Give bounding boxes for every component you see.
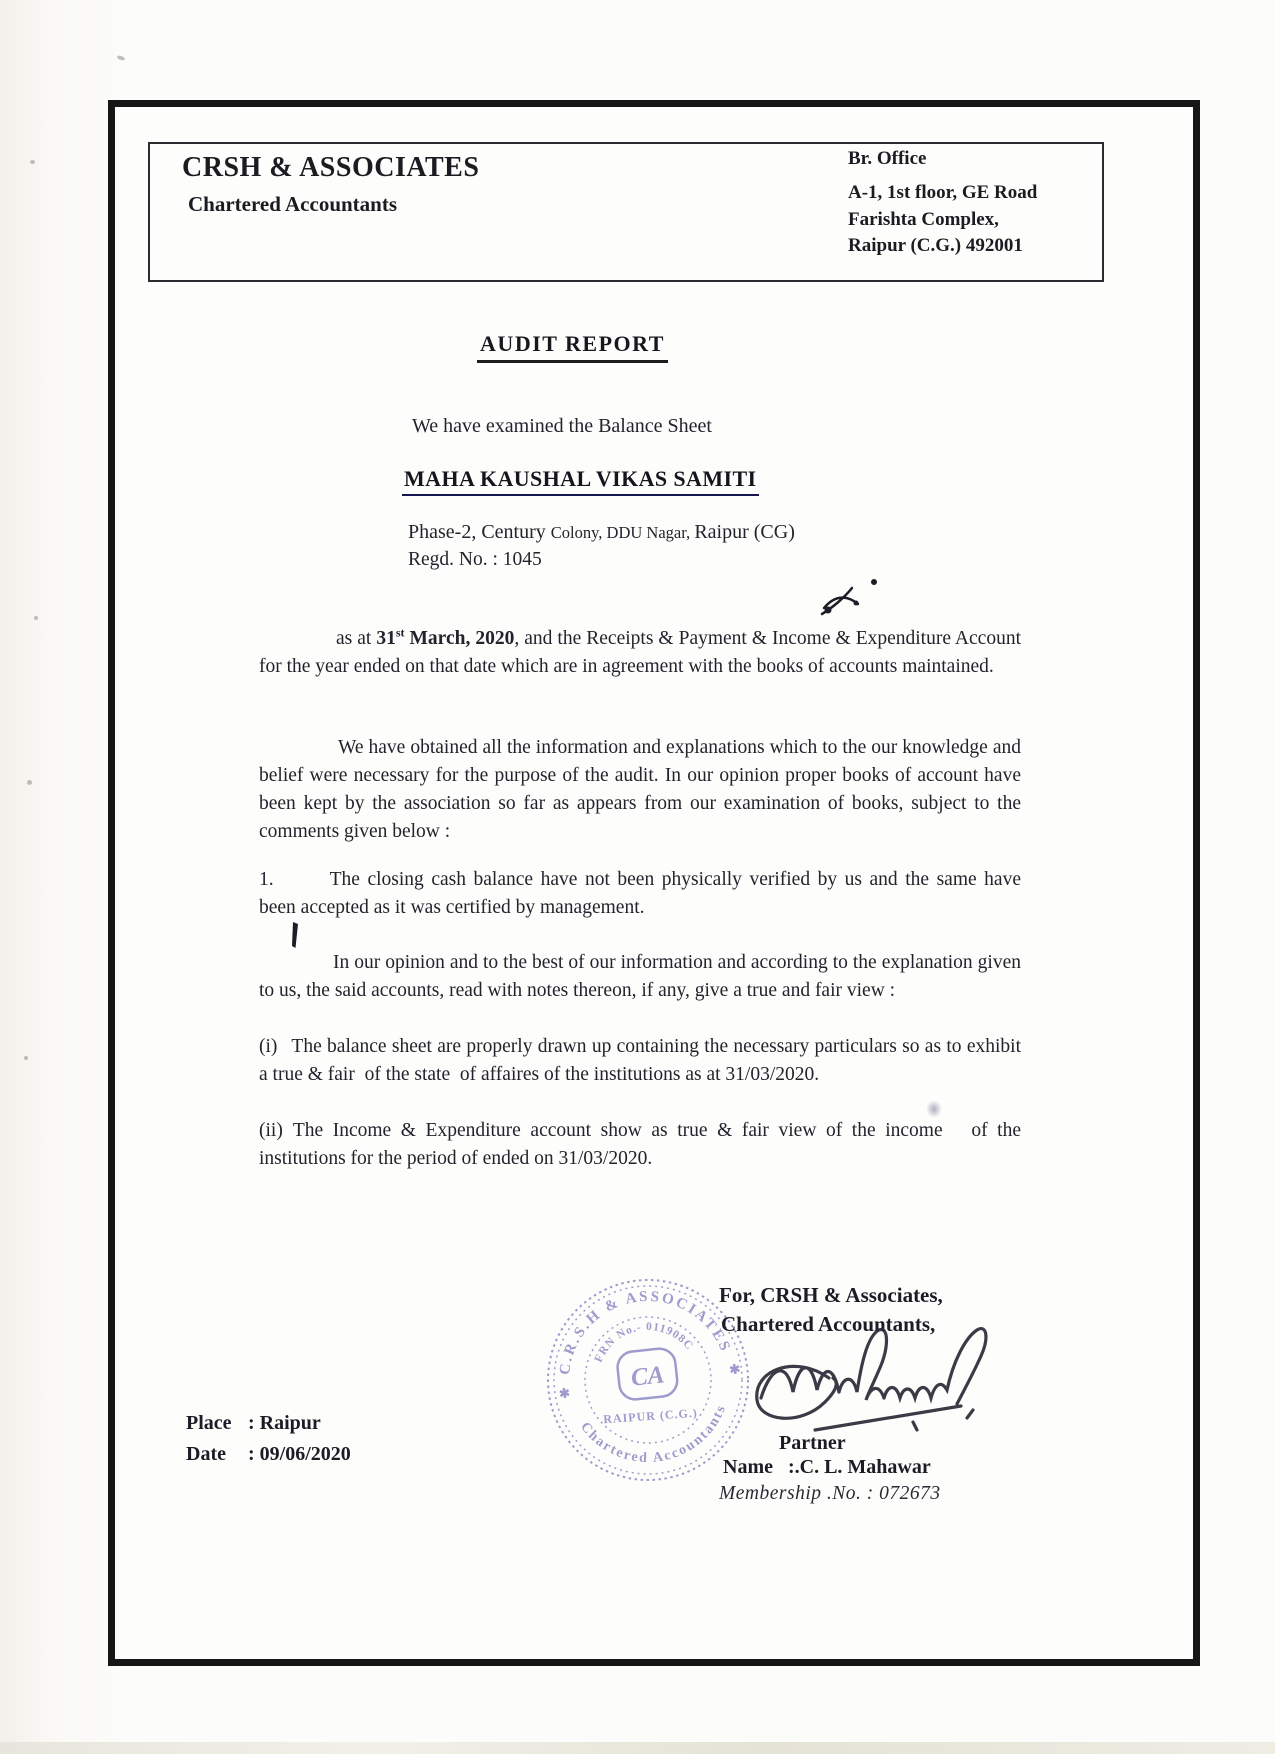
- partner-signature-script: [743, 1318, 1033, 1438]
- ca-logo-icon: CA: [629, 1361, 666, 1392]
- paragraph-opinion: In our opinion and to the best of our information and according to the explanation given to us, the said accounts, read with notes thereon, if any, give a true and fair view :: [259, 952, 1021, 1001]
- firm-subtitle: Chartered Accountants: [188, 192, 398, 216]
- entity-regd-no: Regd. No. : 1045: [408, 549, 542, 570]
- asat-rest: , and the Receipts & Payment & Income & Expenditure Account for the year ended on that date which are in agreement with the books of accounts maintained.: [259, 628, 1021, 677]
- item-1: [259, 866, 1021, 922]
- report-title: [400, 331, 745, 363]
- scan-speck: [27, 780, 32, 785]
- place-value: : Raipur: [248, 1412, 321, 1434]
- entity-name-text: MAHA KAUSHAL VIKAS SAMITI: [402, 466, 759, 496]
- scan-speck: [117, 55, 126, 61]
- item-i: [259, 1033, 1021, 1089]
- item-1-number: 1.: [259, 869, 274, 890]
- partner-name-line: Name :.C. L. Mahawar: [723, 1456, 931, 1478]
- place-row: [186, 1412, 321, 1435]
- paragraph-obtained: We have obtained all the information and explanations which to the our knowledge and belief were necessary for the purpose of the audit. In our opinion proper books of account have been kept by the association so far as appears from our examination of books, subject to the comments given below :: [259, 737, 1021, 842]
- stamp-frn-text: FRN No.- 011908C: [592, 1320, 696, 1365]
- entity-address-part1: Phase-2, Century: [408, 521, 551, 543]
- stamp-city-text: RAIPUR (C.G.): [602, 1405, 699, 1427]
- date-row: [186, 1443, 351, 1466]
- stamp-star-left-icon: ✱: [558, 1385, 571, 1402]
- branch-address-line-3: Raipur (C.G.) 492001: [848, 235, 1023, 256]
- paragraph-asat: [259, 625, 1021, 681]
- asat-date: March, 2020: [404, 628, 515, 649]
- asat-prefix: as at: [336, 628, 377, 649]
- signoff-firm-line: Chartered Accountants,: [721, 1312, 936, 1336]
- branch-address-line-1: A-1, 1st floor, GE Road: [848, 182, 1038, 203]
- item-i-label: (i): [259, 1036, 278, 1057]
- item-ii-text: The Income & Expenditure account show as true & fair view of the income of the institutions for the period of ended on 31/03/2020.: [259, 1120, 1021, 1169]
- scan-speck: [30, 160, 35, 164]
- branch-address-line-2: Farishta Complex,: [848, 209, 999, 230]
- signoff-for-line: For, CRSH & Associates,: [719, 1283, 943, 1307]
- stamp-ring-bottom-text: Chartered Accountants: [577, 1402, 730, 1467]
- entity-address: [408, 521, 795, 544]
- item-1-text: The closing cash balance have not been physically verified by us and the same have been accepted as it was certified by management.: [259, 869, 1021, 918]
- date-value: : 09/06/2020: [248, 1443, 351, 1465]
- smudge-mark: [926, 1100, 942, 1118]
- scan-speck: [34, 616, 38, 620]
- svg-text:FRN No.- 011908C: [588, 1314, 696, 1365]
- scan-speck: [24, 1056, 28, 1060]
- asat-day: 31: [376, 628, 396, 649]
- place-label: Place: [186, 1412, 232, 1434]
- branch-office-label: Br. Office: [848, 148, 927, 169]
- ink-tick-mark-icon: [289, 922, 301, 950]
- membership-number-line: Membership .No. : 072673: [719, 1483, 941, 1504]
- partner-label: Partner: [779, 1432, 846, 1454]
- stamp-ring-top-text: C.R.S.H & ASSOCIATES: [556, 1288, 734, 1376]
- ink-scribble-mark-icon: [818, 576, 882, 620]
- intro-line: We have examined the Balance Sheet: [412, 415, 712, 437]
- item-ii-label: (ii): [259, 1120, 283, 1141]
- entity-name: [402, 466, 759, 496]
- date-label: Date: [186, 1443, 226, 1465]
- asat-day-suffix: st: [395, 625, 405, 640]
- scan-bottom-edge: [0, 1742, 1275, 1754]
- firm-name: CRSH & ASSOCIATES: [182, 152, 480, 183]
- item-i-text: The balance sheet are properly drawn up containing the necessary particulars so as to exhibit a true & fair of the state of affaires of the institutions as at 31/03/2020.: [259, 1036, 1021, 1085]
- report-title-text: AUDIT REPORT: [477, 331, 668, 363]
- entity-address-part3: Raipur (CG): [694, 521, 795, 543]
- stamp-star-right-icon: ✱: [728, 1361, 742, 1378]
- item-ii: [259, 1117, 1021, 1173]
- entity-address-part2: Colony, DDU Nagar,: [550, 523, 695, 542]
